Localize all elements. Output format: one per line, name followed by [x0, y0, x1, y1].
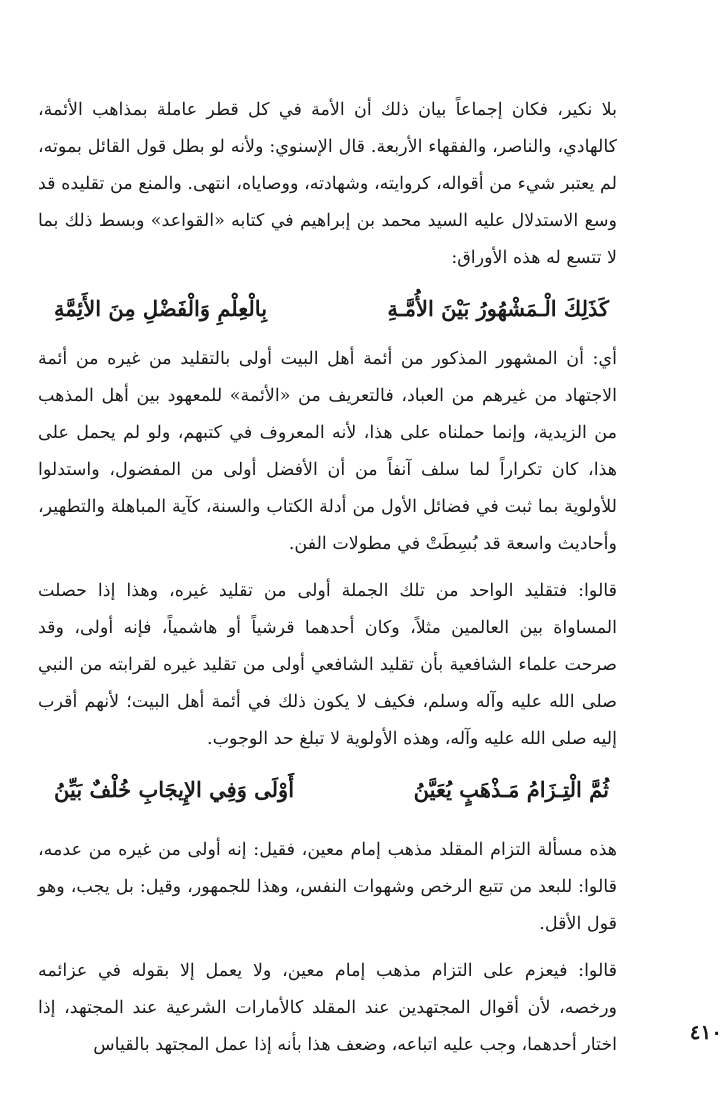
spacer	[38, 822, 617, 832]
verse-1-first-hemistich: كَذَلِكَ الْـمَشْهُورُ بَيْنَ الأُمَّـةِ	[387, 296, 609, 321]
verse-1	[38, 277, 617, 341]
paragraph-2: أي: أن المشهور المذكور من أئمة أهل البيت أولى بالتقليد من غيره من أئمة الاجتهاد من غيرهم من العباد، فالتعريف من «الأئمة» للمعهود بين أهل المذهب من الزيدية، وإنما حملناه على هذا، لأنه المعروف في كتبهم، ولو لم يحمل على هذا، كان تكراراً لما سلف آنفاً من أن الأفضل أولى من المفضول، واستدلوا للأولوية بما ثبت في فضائل الأول من أدلة الكتاب والسنة، كآية المباهلة والتطهير، وأحاديث واسعة قد بُسِطَتْ في مطولات الفن.	[38, 349, 617, 554]
page-number: ٤١٠	[689, 1020, 722, 1044]
verse-2-second-hemistich: أَوْلَى وَفِي الإِيجَابِ خُلْفٌ بَيِّنُ	[54, 777, 295, 802]
spacer	[38, 563, 617, 573]
paragraph-3: قالوا: فتقليد الواحد من تلك الجملة أولى من تقليد غيره، وهذا إذا حصلت المساواة بين العالمين مثلاً، وكان أحدهما قرشياً أو هاشمياً، فإنه أولى، وقد صرحت علماء الشافعية بأن تقليد الشافعي أولى من تقليد غيره لقرابته من النبي صلى الله عليه وآله وسلم، فكيف لا يكون ذلك في أئمة أهل البيت؛ لأنهم أقرب إليه صلى الله عليه وآله، وهذه الأولوية لا تبلغ حد الوجوب.	[38, 581, 617, 749]
paragraph-4: هذه مسألة التزام المقلد مذهب إمام معين، فقيل: إنه أولى من غيره من عدمه، قالوا: للبعد من تتبع الرخص وشهوات النفس، وهذا للجمهور، وقيل: بل يجب، وهو قول الأقل.	[38, 840, 617, 934]
spacer	[38, 943, 617, 953]
paragraph-5: قالوا: فيعزم على التزام مذهب إمام معين، ولا يعمل إلا بقوله في عزائمه ورخصه، لأن أقوال المجتهدين عند المقلد كالأمارات الشرعية عند المجتهد، إذا اختار أحدهما، وجب عليه اتباعه، وضعف هذا بأنه إذا عمل المجتهد بالقياس	[38, 961, 617, 1055]
paragraph-1: بلا نكير، فكان إجماعاً بيان ذلك أن الأمة في كل قطر عاملة بمذاهب الأئمة، كالهادي، والناصر، والفقهاء الأربعة. قال الإسنوي: ولأنه لو بطل قول القائل بموته، لم يعتبر شيء من أقواله، كروايته، وشهادته، ووصاياه، انتهى. والمنع من تقليده قد وسع الاستدلال عليه السيد محمد بن إبراهيم في كتابه «القواعد» وبسط ذلك بما لا تتسع له هذه الأوراق:	[38, 100, 617, 268]
verse-2-first-hemistich: ثُمَّ الْتِـزَامُ مَـذْهَبٍ يُعَيَّنُ	[413, 777, 609, 802]
verse-2	[38, 758, 617, 822]
verse-1-second-hemistich: بِالْعِلْمِ وَالْفَضْلِ مِنَ الأَئِمَّةِ	[54, 296, 268, 321]
